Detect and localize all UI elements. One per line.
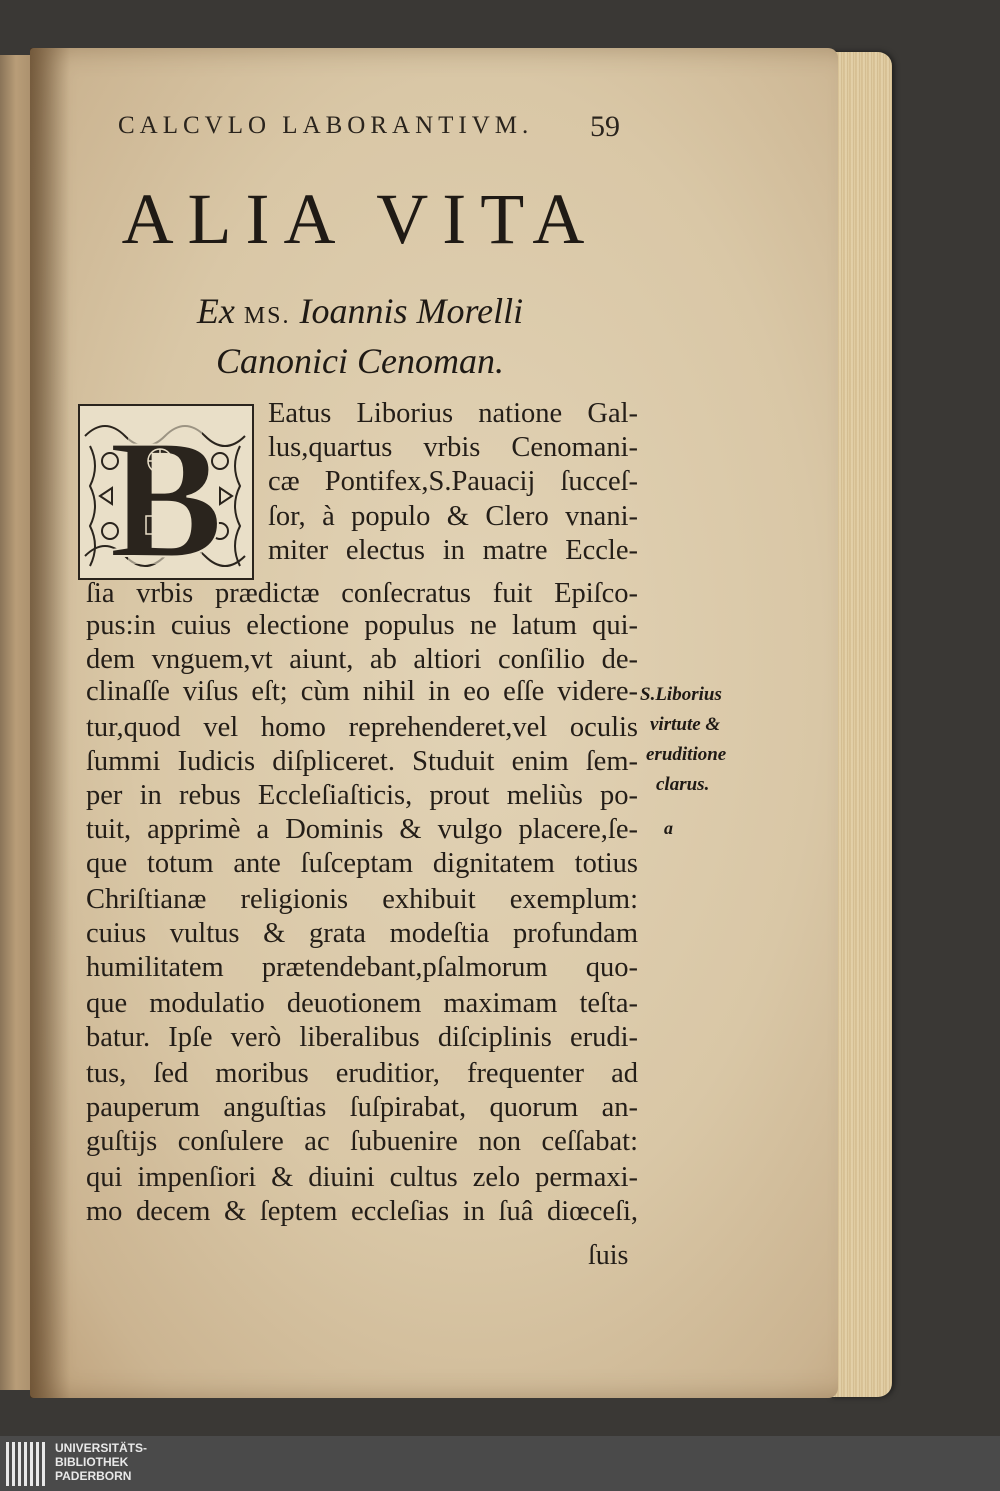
body-line-23: qui impenſiori & diuini cultus zelo permaxi- bbox=[86, 1162, 638, 1193]
body-line-11: ſummi Iudicis diſpliceret. Studuit enim ſem- bbox=[86, 746, 638, 777]
floral-ornament-icon bbox=[80, 406, 252, 578]
body-line-18: que modulatio deuotionem maximam teſta- bbox=[86, 988, 638, 1019]
body-line-20: tus, ſed moribus eruditior, frequenter ad bbox=[86, 1058, 638, 1089]
body-line-2: lus,quartus vrbis Cenomani- bbox=[268, 432, 638, 463]
margin-note-1: S.Liborius bbox=[640, 684, 722, 705]
body-line-24: mo decem & ſeptem eccleſias in ſuâ diœceſi, bbox=[86, 1196, 638, 1227]
body-line-16: cuius vultus & grata modeſtia profundam bbox=[86, 918, 638, 949]
body-line-9: clinaſſe viſus eſt; cùm nihil in eo eſſe videre- bbox=[86, 676, 638, 707]
library-footer bbox=[0, 1436, 1000, 1491]
gutter-shadow bbox=[30, 48, 70, 1398]
body-line-22: guſtijs conſulere ac ſubuenire non ceſſabat: bbox=[86, 1126, 638, 1157]
library-logo-icon bbox=[6, 1442, 46, 1486]
body-line-3: cæ Pontifex,S.Pauacij ſucceſ- bbox=[268, 466, 638, 497]
body-line-10: tur,quod vel homo reprehenderet,vel oculis bbox=[86, 712, 638, 743]
page-number: 59 bbox=[590, 110, 620, 143]
body-line-6: ſia vrbis prædictæ conſecratus fuit Epiſco- bbox=[86, 578, 638, 609]
body-line-7: pus:in cuius electione populus ne latum qui- bbox=[86, 610, 638, 641]
library-name-line-3: PADERBORN bbox=[55, 1469, 132, 1483]
margin-note-2: virtute & bbox=[650, 714, 721, 735]
library-name bbox=[55, 1441, 147, 1483]
source-line-2: Canonici Cenoman. bbox=[216, 341, 504, 381]
body-line-13: tuit, apprimè a Dominis & vulgo placere,ſe- bbox=[86, 814, 638, 845]
body-line-15: Chriſtianæ religionis exhibuit exemplum: bbox=[86, 884, 638, 915]
page-title: ALIA VITA bbox=[121, 179, 599, 259]
catchword: ſuis bbox=[588, 1240, 629, 1271]
body-line-1: Eatus Liborius natione Gal- bbox=[268, 398, 638, 429]
running-head: CALCVLO LABORANTIVM. bbox=[118, 112, 534, 139]
body-line-5: miter electus in matre Eccle- bbox=[268, 535, 638, 566]
margin-letter: a bbox=[664, 818, 673, 838]
source-prefix: Ex bbox=[196, 291, 235, 331]
library-name-line-1: UNIVERSITÄTS- bbox=[55, 1441, 148, 1455]
margin-note-4: clarus. bbox=[656, 774, 710, 795]
body-line-19: batur. Ipſe verò liberalibus diſciplinis erudi- bbox=[86, 1022, 638, 1053]
page-block-edge bbox=[830, 52, 892, 1397]
body-line-4: ſor, à populo & Clero vnani- bbox=[268, 501, 638, 532]
source-name: Ioannis Morelli bbox=[299, 291, 524, 331]
body-line-12: per in rebus Eccleſiaſticis, prout meliùs po- bbox=[86, 780, 638, 811]
source-line-1 bbox=[80, 290, 640, 332]
source-ms: MS. bbox=[243, 303, 291, 329]
decorated-initial bbox=[78, 404, 254, 580]
body-line-14: que totum ante ſuſceptam dignitatem totius bbox=[86, 848, 638, 879]
library-name-line-2: BIBLIOTHEK bbox=[55, 1455, 129, 1469]
margin-note-3: eruditione bbox=[646, 744, 727, 765]
body-line-21: pauperum anguſtias ſuſpirabat, quorum an- bbox=[86, 1092, 638, 1123]
body-line-17: humilitatem prætendebant,pſalmorum quo- bbox=[86, 952, 638, 983]
body-line-8: dem vnguem,vt aiunt, ab altiori conſilio de- bbox=[86, 644, 638, 675]
dropcap-letter: B bbox=[109, 406, 223, 578]
